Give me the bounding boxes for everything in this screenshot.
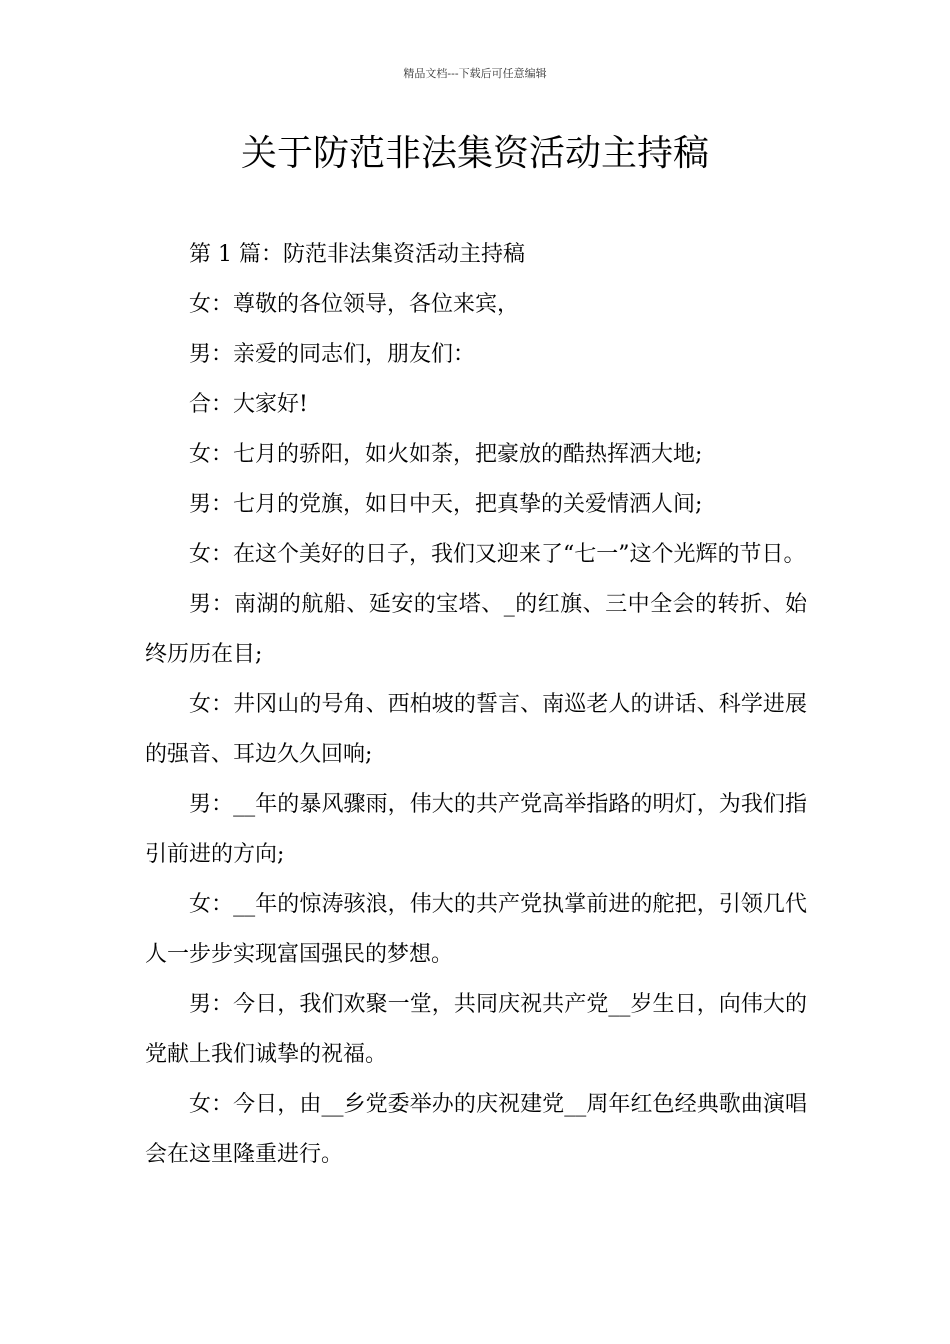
paragraph: 男：亲爱的同志们，朋友们： (189, 342, 476, 367)
paragraph: 第 1 篇：防范非法集资活动主持稿 (189, 242, 525, 267)
paragraph: 女：在这个美好的日子，我们又迎来了“七一”这个光辉的节日。 (189, 542, 806, 567)
paragraph: 女：今日，由__乡党委举办的庆祝建党__周年红色经典歌曲演唱会在这里隆重进行。 (145, 1092, 807, 1167)
paragraph: 男：七月的党旗，如日中天，把真挚的关爱情洒人间; (189, 492, 703, 517)
paragraph: 女：尊敬的各位领导，各位来宾， (189, 292, 520, 317)
paragraph: 男：南湖的航船、延安的宝塔、_的红旗、三中全会的转折、始终历历在目; (145, 592, 807, 667)
paragraph: 女：七月的骄阳，如火如荼，把豪放的酷热挥洒大地; (189, 442, 703, 467)
paragraph: 合：大家好! (189, 392, 308, 417)
paragraph: 男：今日，我们欢聚一堂，共同庆祝共产党__岁生日，向伟大的党献上我们诚挚的祝福。 (145, 992, 807, 1067)
page-header: 精品文档---下载后可任意编辑 (403, 67, 547, 80)
paragraph: 女：井冈山的号角、西柏坡的誓言、南巡老人的讲话、科学进展的强音、耳边久久回响; (145, 692, 807, 767)
document-body (145, 230, 807, 1180)
paragraph: 男：__年的暴风骤雨，伟大的共产党高举指路的明灯，为我们指引前进的方向; (145, 792, 807, 867)
paragraph: 女：__年的惊涛骇浪，伟大的共产党执掌前进的舵把，引领几代人一步步实现富国强民的梦想。 (145, 892, 807, 967)
document-title: 关于防范非法集资活动主持稿 (240, 133, 709, 174)
